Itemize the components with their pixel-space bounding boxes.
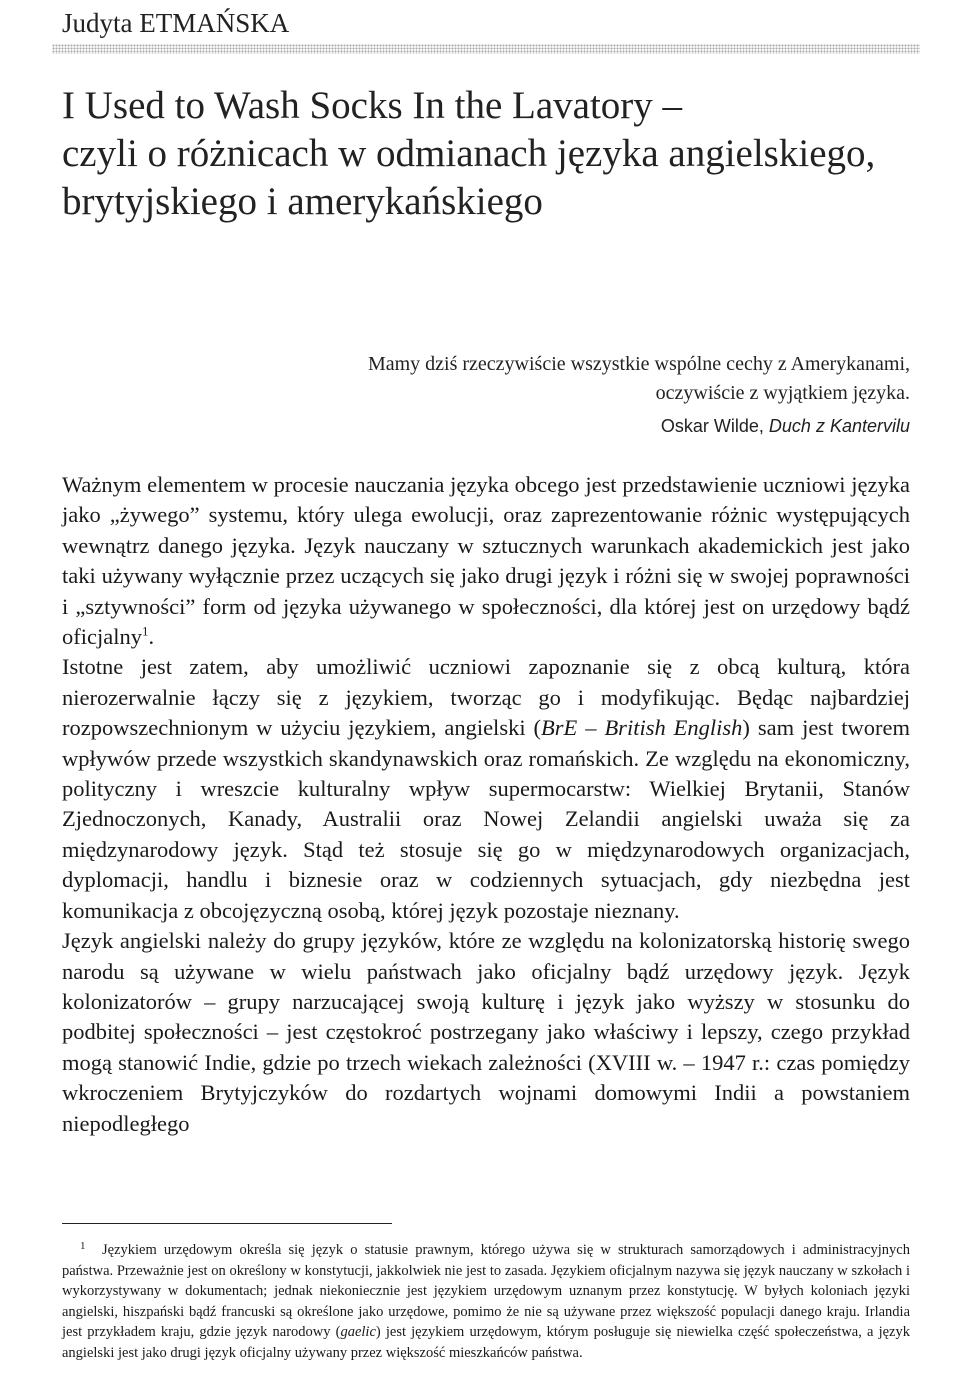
title-line-3: brytyjskiego i amerykańskiego [62, 180, 543, 223]
footnote-text-a: Językiem urzędowym określa się język o statusie prawnym, którego używa się w strukturach samorządowych i administracyjnych państwa. Przeważnie jest on określony w konstytucji, jakkolwiek nie jest to zasada. Językiem oficjalnym nazywa się język nauczany w szkołach i wykorzystywany w dokumentach; jednak niekoniecznie jest językiem urzędowym uznanym przez konstytucję. W byłych koloniach języki angielski, hiszpański bądź francuski są określone jako urzędowe, pomimo że nie są używane przez większość populacji danego kraju. Irlandia jest przykładem kraju, gdzie język narodowy ( [62, 1242, 910, 1340]
paragraph-2-text-b: ) sam jest tworem wpływów przede wszystkich skandynawskich oraz romańskich. Ze względu na ekonomiczny, polityczny i wreszcie kulturalny wpływ supermocarstw: Wielkiej Brytanii, Stanów Zjednoczonych, Kanady, Australii oraz Nowej Zelandii angielski uważa się za międzynarodowy język. Stąd też stosuje się go w międzynarodowych organizacjach, dyplomacji, handlu i biznesie oraz w codziennych sytuacjach, gdy niezbędna jest komunikacja z obcojęzyczną osobą, której język pozostaje nieznany. [62, 715, 911, 923]
paragraph-1 [62, 470, 910, 652]
title-line-2: czyli o różnicach w odmianach języka angielskiego, [62, 132, 876, 175]
citation-work: Duch z Kantervilu [768, 416, 910, 436]
header-dotted-rule [52, 44, 920, 54]
footnote-italic: gaelic [340, 1324, 376, 1340]
footnote [62, 1236, 910, 1363]
paragraph-1-text: Ważnym elementem w procesie nauczania języka obcego jest przedstawienie uczniowi języka jako „żywego” systemu, który ulega ewolucji, oraz zaprezentowanie różnic występujących wewnątrz danego języka. Język nauczany w sztucznych warunkach akademickich jest jako taki używany wyłącznie przez uczących się jako drugi język i różni się w swojej poprawności i „sztywności” form od języka używanego w społeczności, dla której jest on urzędowy bądź oficjalny [62, 472, 910, 650]
epigraph [200, 350, 910, 442]
footnote-number: 1 [80, 1240, 86, 1252]
epigraph-citation [200, 410, 910, 442]
footnote-text-b: ) jest językiem urzędowym, którym posługuje się niewielka część społeczeństwa, a język angielski jest jako drugi język oficjalny używany przez większość mieszkańców państwa. [62, 1324, 910, 1361]
paragraph-3: Język angielski należy do grupy języków, które ze względu na kolonizatorską historię swego narodu są używane w wielu państwach jako oficjalny bądź urzędowy język. Język kolonizatorów – grupy narzucającej swoją kulturę i język jako wyższy w stosunku do podbitej społeczności – jest częstokroć postrzegany jako właściwy i lepszy, czego przykład mogą stanowić Indie, gdzie po trzech wiekach zależności (XVIII w. – 1947 r.: czas pomiędzy wkroczeniem Brytyjczyków do rozdartych wojnami domowymi Indii a powstaniem niepodległego [62, 928, 910, 1136]
article-title [62, 82, 922, 226]
paragraph-2 [62, 652, 910, 926]
paragraph-2-italic: BrE – British English [541, 715, 743, 741]
footnote-reference[interactable]: 1 [141, 623, 149, 639]
citation-author: Oskar Wilde, [660, 416, 769, 436]
paragraph-2-text-a: Istotne jest zatem, aby umożliwić uczniowi zapoznanie się z obcą kulturą, która nierozerwalnie łączy się z językiem, tworząc go i modyfikując. Będąc najbardziej rozpowszechnionym w użyciu językiem, angielski ( [62, 654, 910, 741]
epigraph-line-1: Mamy dziś rzeczywiście wszystkie wspólne cechy z Amerykanami, [367, 353, 910, 375]
title-line-1: I Used to Wash Socks In the Lavatory – [62, 84, 683, 127]
epigraph-line-2: oczywiście z wyjątkiem języka. [655, 382, 910, 404]
running-header-author: Judyta ETMAŃSKA [62, 8, 290, 38]
paragraph-1-end: . [148, 624, 155, 650]
article-body [62, 470, 910, 1139]
footnote-separator [62, 1223, 392, 1224]
